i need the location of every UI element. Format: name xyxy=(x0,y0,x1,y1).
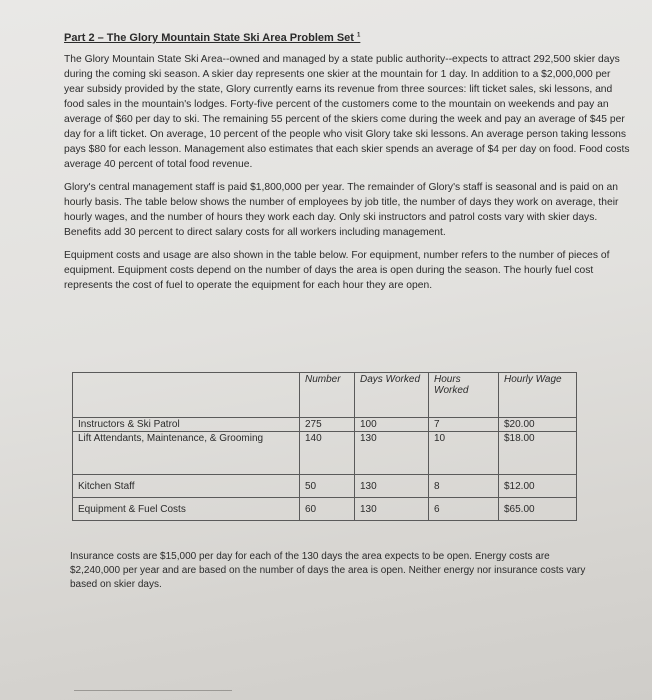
table-header-row xyxy=(73,373,577,418)
header-label xyxy=(73,373,300,418)
footnote-divider xyxy=(74,690,232,691)
cell: $20.00 xyxy=(499,418,577,432)
page-title xyxy=(64,32,630,44)
cell: $12.00 xyxy=(499,475,577,498)
table-row xyxy=(73,475,577,498)
cell: 60 xyxy=(300,498,355,521)
cost-table xyxy=(72,372,577,521)
header-hourly-wage: Hourly Wage xyxy=(499,373,577,418)
header-number: Number xyxy=(300,373,355,418)
cell: 8 xyxy=(429,475,499,498)
cell: 50 xyxy=(300,475,355,498)
cell: Lift Attendants, Maintenance, & Grooming xyxy=(73,432,300,475)
paragraph-equipment: Equipment costs and usage are also shown in the table below. For equipment, number refers to the number of pieces of equipment. Equipment costs depend on the number of days the area is open during the season. The hourly fuel cost represents the cost of fuel to operate the equipment for each hour they are open. xyxy=(64,250,610,291)
cell: $18.00 xyxy=(499,432,577,475)
header-hours-worked: Hours Worked xyxy=(429,373,499,418)
cell: $65.00 xyxy=(499,498,577,521)
cell: 130 xyxy=(355,432,429,475)
cell: 130 xyxy=(355,498,429,521)
cell: 130 xyxy=(355,475,429,498)
cell: 10 xyxy=(429,432,499,475)
paragraph-staff: Glory's central management staff is paid $1,800,000 per year. The remainder of Glory's staff is seasonal and is paid on an hourly basis. The table below shows the number of employees by job title, the number of days they work on average, their hourly wages, and the number of hours they work each day. Only ski instructors and patrol costs vary with skier days. Benefits add 30 percent to direct salary costs for all workers including management. xyxy=(64,182,619,238)
table-row xyxy=(73,418,577,432)
table-row xyxy=(73,432,577,475)
cell: 100 xyxy=(355,418,429,432)
cell: Kitchen Staff xyxy=(73,475,300,498)
title-text: Part 2 – The Glory Mountain State Ski Area Problem Set xyxy=(64,32,354,44)
table-row xyxy=(73,498,577,521)
paragraph-insurance: Insurance costs are $15,000 per day for each of the 130 days the area expects to be open. Energy costs are $2,240,000 per year and are based on the number of days the area is open. Neither energy nor insurance costs vary based on skier days. xyxy=(70,551,586,590)
cell: 275 xyxy=(300,418,355,432)
paragraph-intro: The Glory Mountain State Ski Area--owned and managed by a state public authority--expects to attract 292,500 skier days during the coming ski season. A skier day represents one skier at the mountain for 1 day. In addition to a $2,000,000 per year subsidy provided by the state, Glory currently earns its revenue from three sources: lift ticket sales, ski lessons, and food sales in the mountain's lodges. Forty-five percent of the customers come to the mountain on weekends and pay an average of $60 per day to ski. The remaining 55 percent of the skiers come during the week and pay an average of $45 per day for a lift ticket. On average, 10 percent of the people who visit Glory take ski lessons. An average person taking lessons pays $80 for each lesson. Management also estimates that each skier spends an average of $4 per day on food. Food costs average 40 percent of total food revenue. xyxy=(64,54,630,170)
footnote-mark: 1 xyxy=(357,32,361,39)
header-days-worked: Days Worked xyxy=(355,373,429,418)
cell: Instructors & Ski Patrol xyxy=(73,418,300,432)
cell: Equipment & Fuel Costs xyxy=(73,498,300,521)
cell: 140 xyxy=(300,432,355,475)
cell: 7 xyxy=(429,418,499,432)
cell: 6 xyxy=(429,498,499,521)
document-page xyxy=(64,32,630,301)
